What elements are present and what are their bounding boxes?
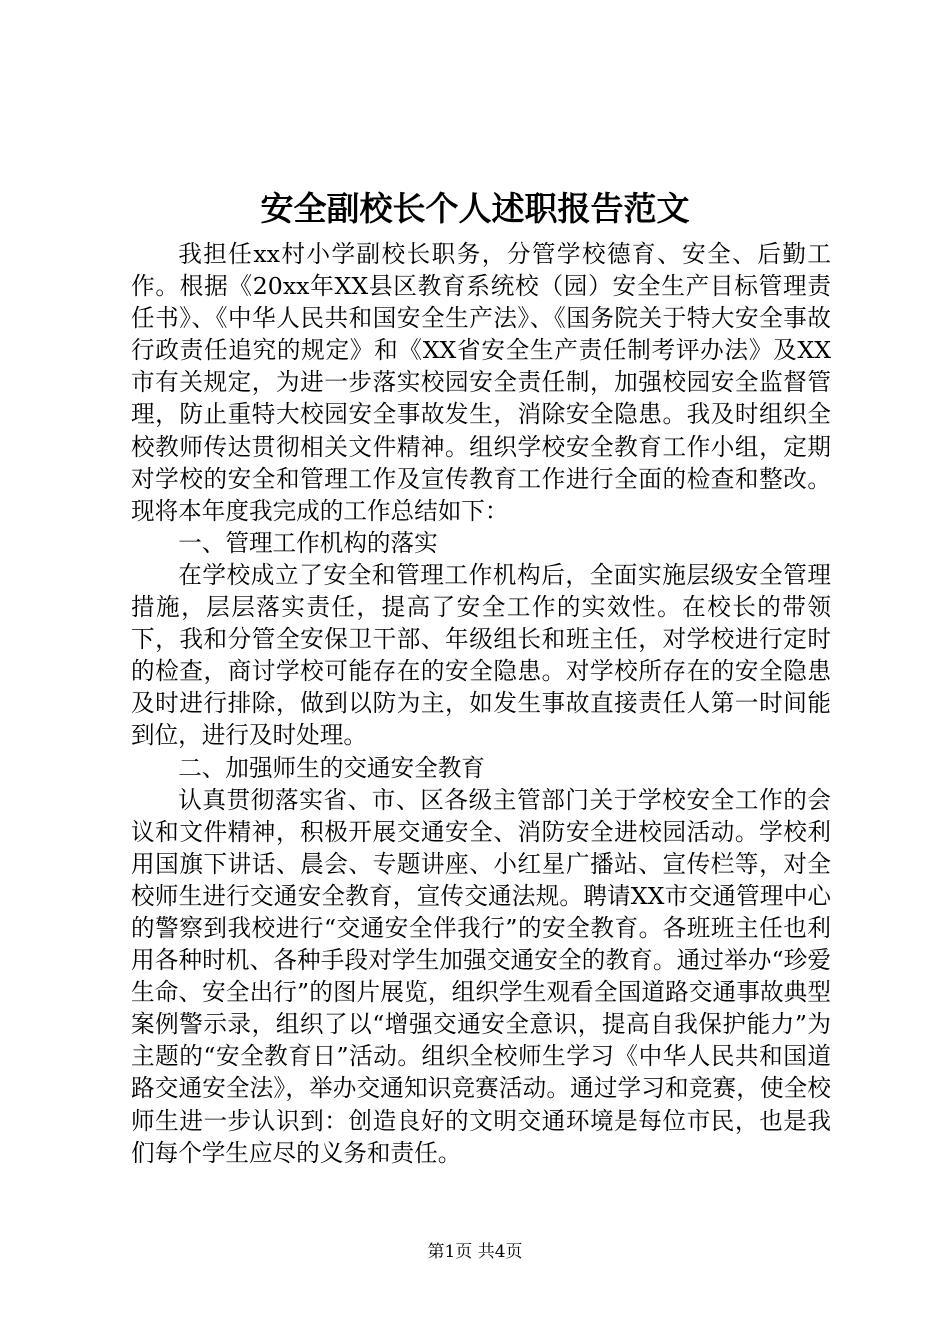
section-paragraph-2: 认真贯彻落实省、市、区各级主管部门关于学校安全工作的会议和文件精神，积极开展交通安全、消防安全进校园活动。学校利用国旗下讲话、晨会、专题讲座、小红星广播站、宣传栏等，对全校师生进行交通安全教育，宣传交通法规。聘请XX市交通管理中心的警察到我校进行“交通安全伴我行”的安全教育。各班班主任也利用各种时机、各种手段对学生加强交通安全的教育。通过举办“珍爱生命、安全出行”的图片展览，组织学生观看全国道路交通事故典型案例警示录，组织了以“增强交通安全意识，提高自我保护能力”为主题的“安全教育日”活动。组织全校师生学习《中华人民共和国道路交通安全法》，举办交通知识竞赛活动。通过学习和竞赛，使全校师生进一步认识到：创造良好的文明交通环境是每位市民，也是我们每个学生应尽的义务和责任。 xyxy=(131,785,831,1167)
page-number-footer: 第1页 共4页 xyxy=(427,1242,523,1262)
document-body xyxy=(131,238,831,1169)
intro-paragraph: 我担任xx村小学副校长职务，分管学校德育、安全、后勤工作。根据《20xx年XX县区教育系统校（园）安全生产目标管理责任书》、《中华人民共和国安全生产法》、《国务院关于特大安全事故行政责任追究的规定》和《XX省安全生产责任制考评办法》及XX市有关规定，为进一步落实校园安全责任制，加强校园安全监督管理，防止重特大校园安全事故发生，消除安全隐患。我及时组织全校教师传达贯彻相关文件精神。组织学校安全教育工作小组，定期对学校的安全和管理工作及宣传教育工作进行全面的检查和整改。现将本年度我完成的工作总结如下： xyxy=(131,240,831,525)
section-paragraph-1: 在学校成立了安全和管理工作机构后，全面实施层级安全管理措施，层层落实责任，提高了安全工作的实效性。在校长的带领下，我和分管全安保卫干部、年级组长和班主任，对学校进行定时的检查，商讨学校可能存在的安全隐患。对学校所存在的安全隐患及时进行排除，做到以防为主，如发生事故直接责任人第一时间能到位，进行及时处理。 xyxy=(131,560,831,750)
section-heading-2: 二、加强师生的交通安全教育 xyxy=(178,753,485,782)
document-title: 安全副校长个人述职报告范文 xyxy=(260,189,690,228)
section-heading-1: 一、管理工作机构的落实 xyxy=(178,528,438,557)
